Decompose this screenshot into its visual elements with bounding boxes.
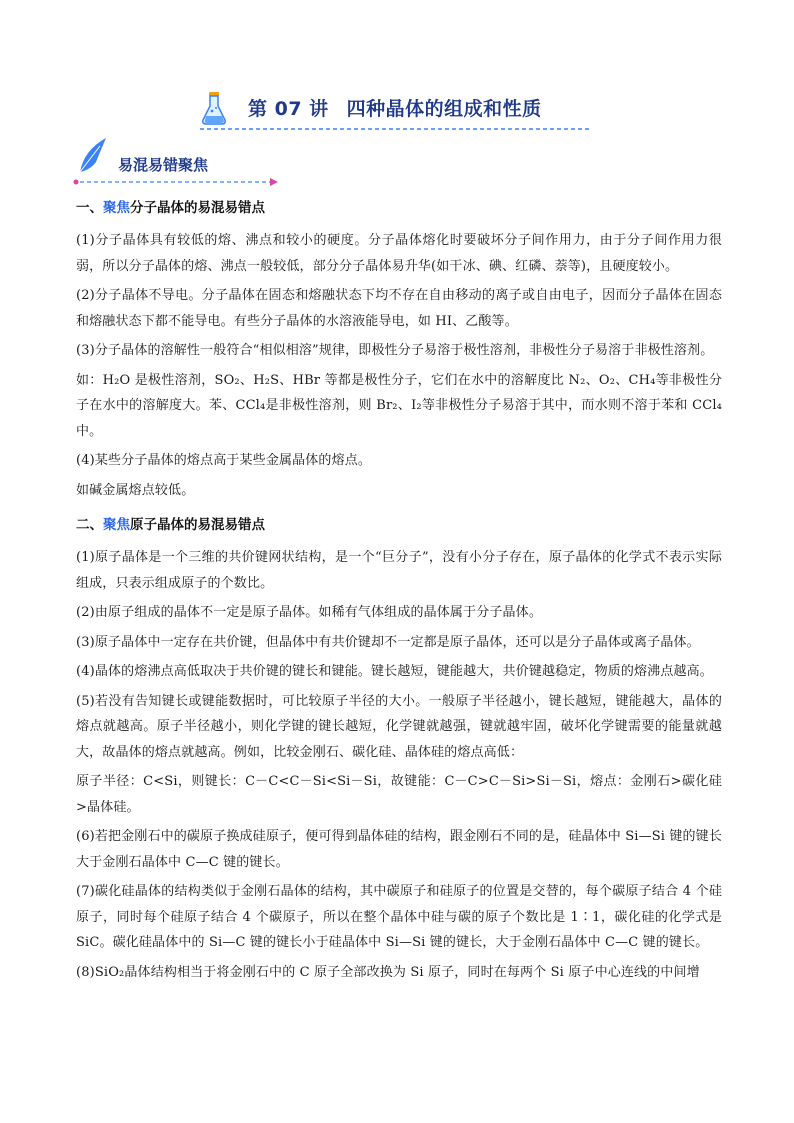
paragraph: (3)分子晶体的溶解性一般符合“相似相溶”规律，即极性分子易溶于极性溶剂，非极性分子易溶于非极性溶剂。: [76, 343, 714, 358]
banner-label: 易混易错聚焦: [118, 156, 209, 174]
paragraph: (4)晶体的熔沸点高低取决于共价键的键长和键能。键长越短，键能越大，共价键越稳定，物质的熔沸点越高。: [76, 664, 713, 679]
heading-highlight: 聚焦: [103, 200, 130, 216]
paragraph: (4)某些分子晶体的熔点高于某些金属晶体的熔点。: [76, 453, 372, 468]
heading-rest: 原子晶体的易混易错点: [130, 517, 265, 533]
title-block: [200, 88, 592, 132]
paragraph: 如：H₂O 是极性溶剂，SO₂、H₂S、HBr 等都是极性分子，它们在水中的溶解度比 N₂、O₂、CH₄等非极性分子在水中的溶解度大。苯、CCl₄是非极性溶剂，则 Br₂、I₂等非极性分子易溶于其中，而水则不溶于苯和 CCl₄中。: [76, 372, 722, 439]
heading-highlight: 聚焦: [103, 517, 130, 533]
paragraph: 原子半径：C<Si，则键长：C－C<C－Si<Si－Si，故键能：C－C>C－Si>Si－Si，熔点：金刚石>碳化硅>晶体硅。: [76, 774, 722, 815]
paragraph: (6)若把金刚石中的碳原子换成硅原子，便可得到晶体硅的结构，跟金刚石不同的是，硅晶体中 Si—Si 键的键长大于金刚石晶体中 C—C 键的键长。: [76, 829, 722, 870]
paragraph: (8)SiO₂晶体结构相当于将金刚石中的 C 原子全部改换为 Si 原子，同时在每两个 Si 原子中心连线的中间增: [76, 964, 700, 980]
flask-icon: [200, 90, 228, 126]
content: [76, 196, 722, 989]
paragraph: (1)分子晶体具有较低的熔、沸点和较小的硬度。分子晶体熔化时要破坏分子间作用力，由于分子间作用力很弱，所以分子晶体的熔、沸点一般较低，部分分子晶体易升华(如干冰、碘、红磷、萘等)，且硬度较小。: [76, 233, 722, 274]
section-banner: [70, 132, 286, 188]
paragraph: (2)分子晶体不导电。分子晶体在固态和熔融状态下均不存在自由移动的离子或自由电子，因而分子晶体在固态和熔融状态下都不能导电。有些分子晶体的水溶液能导电，如 HI、乙酸等。: [76, 288, 722, 329]
lecture-name: 四种晶体的组成和性质: [346, 98, 542, 120]
paragraph: (5)若没有告知键长或键能数据时，可比较原子半径的大小。一般原子半径越小，键长越短，键能越大，晶体的熔点就越高。原子半径越小，则化学键的键长越短，化学键就越强，键就越牢固，破坏化学键需要的能量就越大，故晶体的熔点就越高。例如，比较金刚石、碳化硅、晶体硅的熔点高低：: [76, 693, 722, 760]
paragraph: (2)由原子组成的晶体不一定是原子晶体。如稀有气体组成的晶体属于分子晶体。: [76, 605, 542, 620]
paragraph: (3)原子晶体中一定存在共价键，但晶体中有共价键却不一定都是原子晶体，还可以是分子晶体或离子晶体。: [76, 634, 700, 650]
heading-prefix: 一、: [76, 200, 103, 216]
page-title: [248, 94, 542, 121]
paragraph: (1)原子晶体是一个三维的共价键网状结构，是一个“巨分子”，没有小分子存在，原子晶体的化学式不表示实际组成，只表示组成原子的个数比。: [76, 550, 722, 591]
heading-rest: 分子晶体的易混易错点: [130, 200, 265, 216]
section-heading-2: [76, 513, 722, 533]
paragraph: 如碱金属熔点较低。: [76, 482, 195, 498]
paragraph: (7)碳化硅晶体的结构类似于金刚石晶体的结构，其中碳原子和硅原子的位置是交替的，每个碳原子结合 4 个硅原子，同时每个硅原子结合 4 个碳原子，所以在整个晶体中硅与碳的原子个数比是 1∶1，碳化硅的化学式是 SiC。碳化硅晶体中的 Si—C 键的键长小于硅晶体中 Si—Si 键的键长，大于金刚石晶体中 C—C 键的键长。: [76, 884, 722, 950]
heading-prefix: 二、: [76, 517, 103, 533]
lecture-number: 第 07 讲: [248, 98, 329, 120]
section-heading-1: [76, 196, 722, 216]
